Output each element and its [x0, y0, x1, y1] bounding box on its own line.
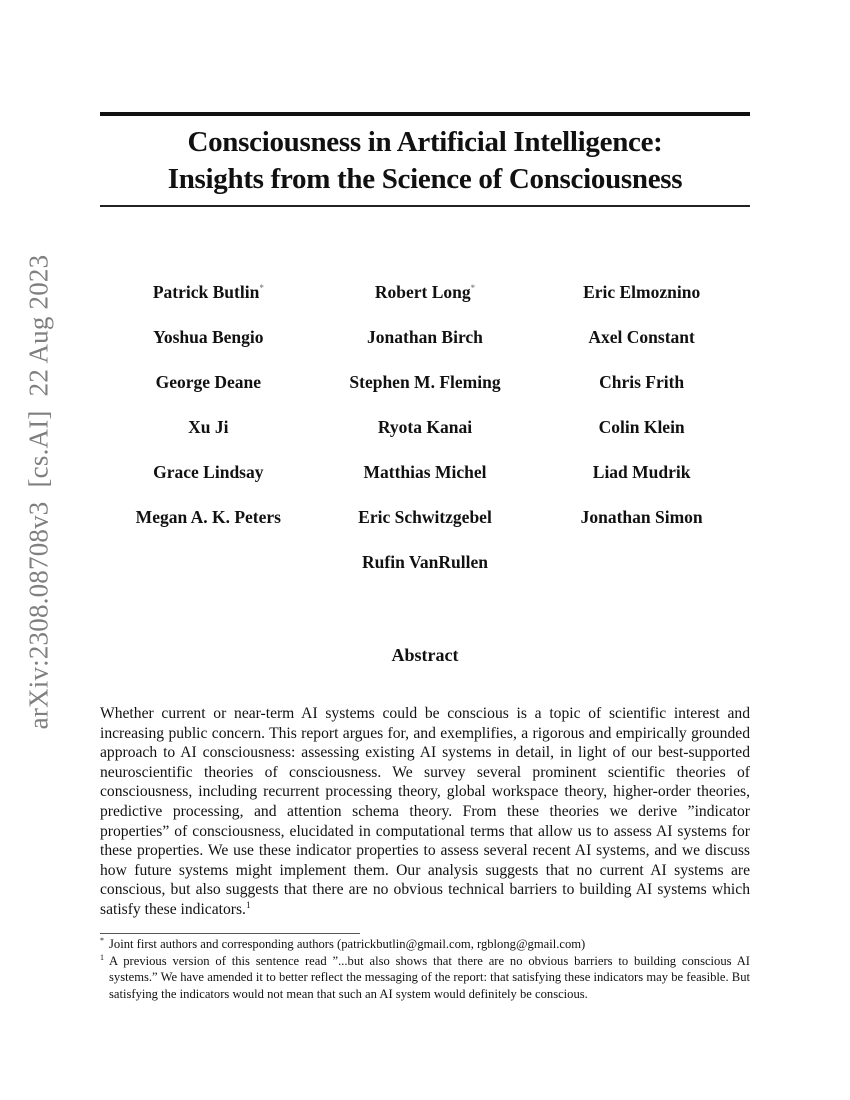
- arxiv-id: arXiv:2308.08708v3: [23, 501, 54, 730]
- author: [533, 417, 750, 438]
- author-row: [100, 405, 750, 450]
- footnote-mark: 1: [100, 952, 104, 962]
- author-name: Megan A. K. Peters: [135, 507, 281, 527]
- author-name: Patrick Butlin: [152, 282, 260, 302]
- author: [100, 462, 317, 483]
- footnote-text: A previous version of this sentence read ”...but also shows that there are no obvious barriers to building conscious AI systems.” We have amended it to better reflect the messaging of the report: that satisfying these indicators may be feasible. But satisfying the indicators would not mean that such an AI system would definitely be conscious.: [109, 953, 750, 1001]
- author: [533, 282, 750, 303]
- author-row: [100, 360, 750, 405]
- author-name: Xu Ji: [188, 417, 229, 437]
- author: [317, 507, 534, 528]
- author-name: Robert Long: [374, 282, 471, 302]
- title-bottom-rule: [100, 205, 750, 207]
- author-name: Yoshua Bengio: [153, 327, 264, 347]
- author-name: Grace Lindsay: [153, 462, 264, 482]
- author-name: Chris Frith: [599, 372, 685, 392]
- author: [317, 372, 534, 393]
- author: [100, 507, 317, 528]
- paper-title: [100, 124, 750, 198]
- author-name: Rufin VanRullen: [362, 552, 488, 572]
- footnotes: [100, 936, 750, 1002]
- author-name: Colin Klein: [598, 417, 685, 437]
- author-name: Jonathan Birch: [367, 327, 483, 347]
- author: [100, 372, 317, 393]
- author: [100, 327, 317, 348]
- title-line-2: Insights from the Science of Consciousness: [167, 163, 683, 195]
- author-name: Liad Mudrik: [592, 462, 691, 482]
- footnote-rule: [100, 933, 360, 934]
- arxiv-stamp: [24, 255, 55, 730]
- author-name: Eric Schwitzgebel: [358, 507, 492, 527]
- author-row: [100, 495, 750, 540]
- author: [100, 417, 317, 438]
- author: [533, 372, 750, 393]
- author-name: Axel Constant: [588, 327, 695, 347]
- author: [317, 417, 534, 438]
- author-name: Eric Elmoznino: [583, 282, 701, 302]
- author: [533, 462, 750, 483]
- author-name: George Deane: [155, 372, 262, 392]
- corresponding-author-mark: *: [259, 283, 264, 293]
- author: [317, 462, 534, 483]
- footnote-ref: 1: [245, 899, 251, 910]
- author: [533, 507, 750, 528]
- author-name: Matthias Michel: [363, 462, 487, 482]
- author: [100, 282, 317, 303]
- footnote-previous-version: [100, 953, 750, 1003]
- author: [317, 282, 534, 303]
- author-row: [100, 450, 750, 495]
- arxiv-category: [cs.AI]: [23, 410, 54, 488]
- corresponding-author-mark: *: [470, 283, 476, 293]
- author-name: Stephen M. Fleming: [349, 372, 501, 392]
- footnote-mark: *: [100, 936, 104, 945]
- arxiv-date: 22 Aug 2023: [23, 254, 54, 397]
- author-list: [100, 270, 750, 585]
- title-line-1: Consciousness in Artificial Intelligence:: [187, 126, 663, 158]
- author: [317, 552, 534, 573]
- title-top-rule: [100, 112, 750, 116]
- author-row: [100, 540, 750, 585]
- author-name: Ryota Kanai: [377, 417, 473, 437]
- abstract-text: Whether current or near-term AI systems could be conscious is a topic of scientific interest and increasing public concern. This report argues for, and exemplifies, a rigorous and empirically grounded approach to AI consciousness: assessing existing AI systems in detail, in light of our best-supported neuroscientific theories of consciousness. We survey several prominent scientific theories of consciousness, including recurrent processing theory, global workspace theory, higher-order theories, predictive processing, and attention schema theory. From these theories we derive ”indicator properties” of consciousness, elucidated in computational terms that allow us to assess AI systems for these properties. We use these indicator properties to assess several recent AI systems, and we discuss how future systems might implement them. Our analysis suggests that no current AI systems are conscious, but also suggests that there are no obvious technical barriers to building AI systems which satisfy these indicators.: [100, 705, 750, 918]
- author: [317, 327, 534, 348]
- author-row: [100, 315, 750, 360]
- abstract-heading: Abstract: [391, 645, 459, 665]
- footnote-corresponding-authors: [100, 936, 750, 953]
- footnote-text: Joint first authors and corresponding authors (patrickbutlin@gmail.com, rgblong@gmail.com): [109, 937, 586, 951]
- author-row: [100, 270, 750, 315]
- author-name: Jonathan Simon: [580, 507, 703, 527]
- abstract-body: [100, 704, 750, 920]
- author: [533, 327, 750, 348]
